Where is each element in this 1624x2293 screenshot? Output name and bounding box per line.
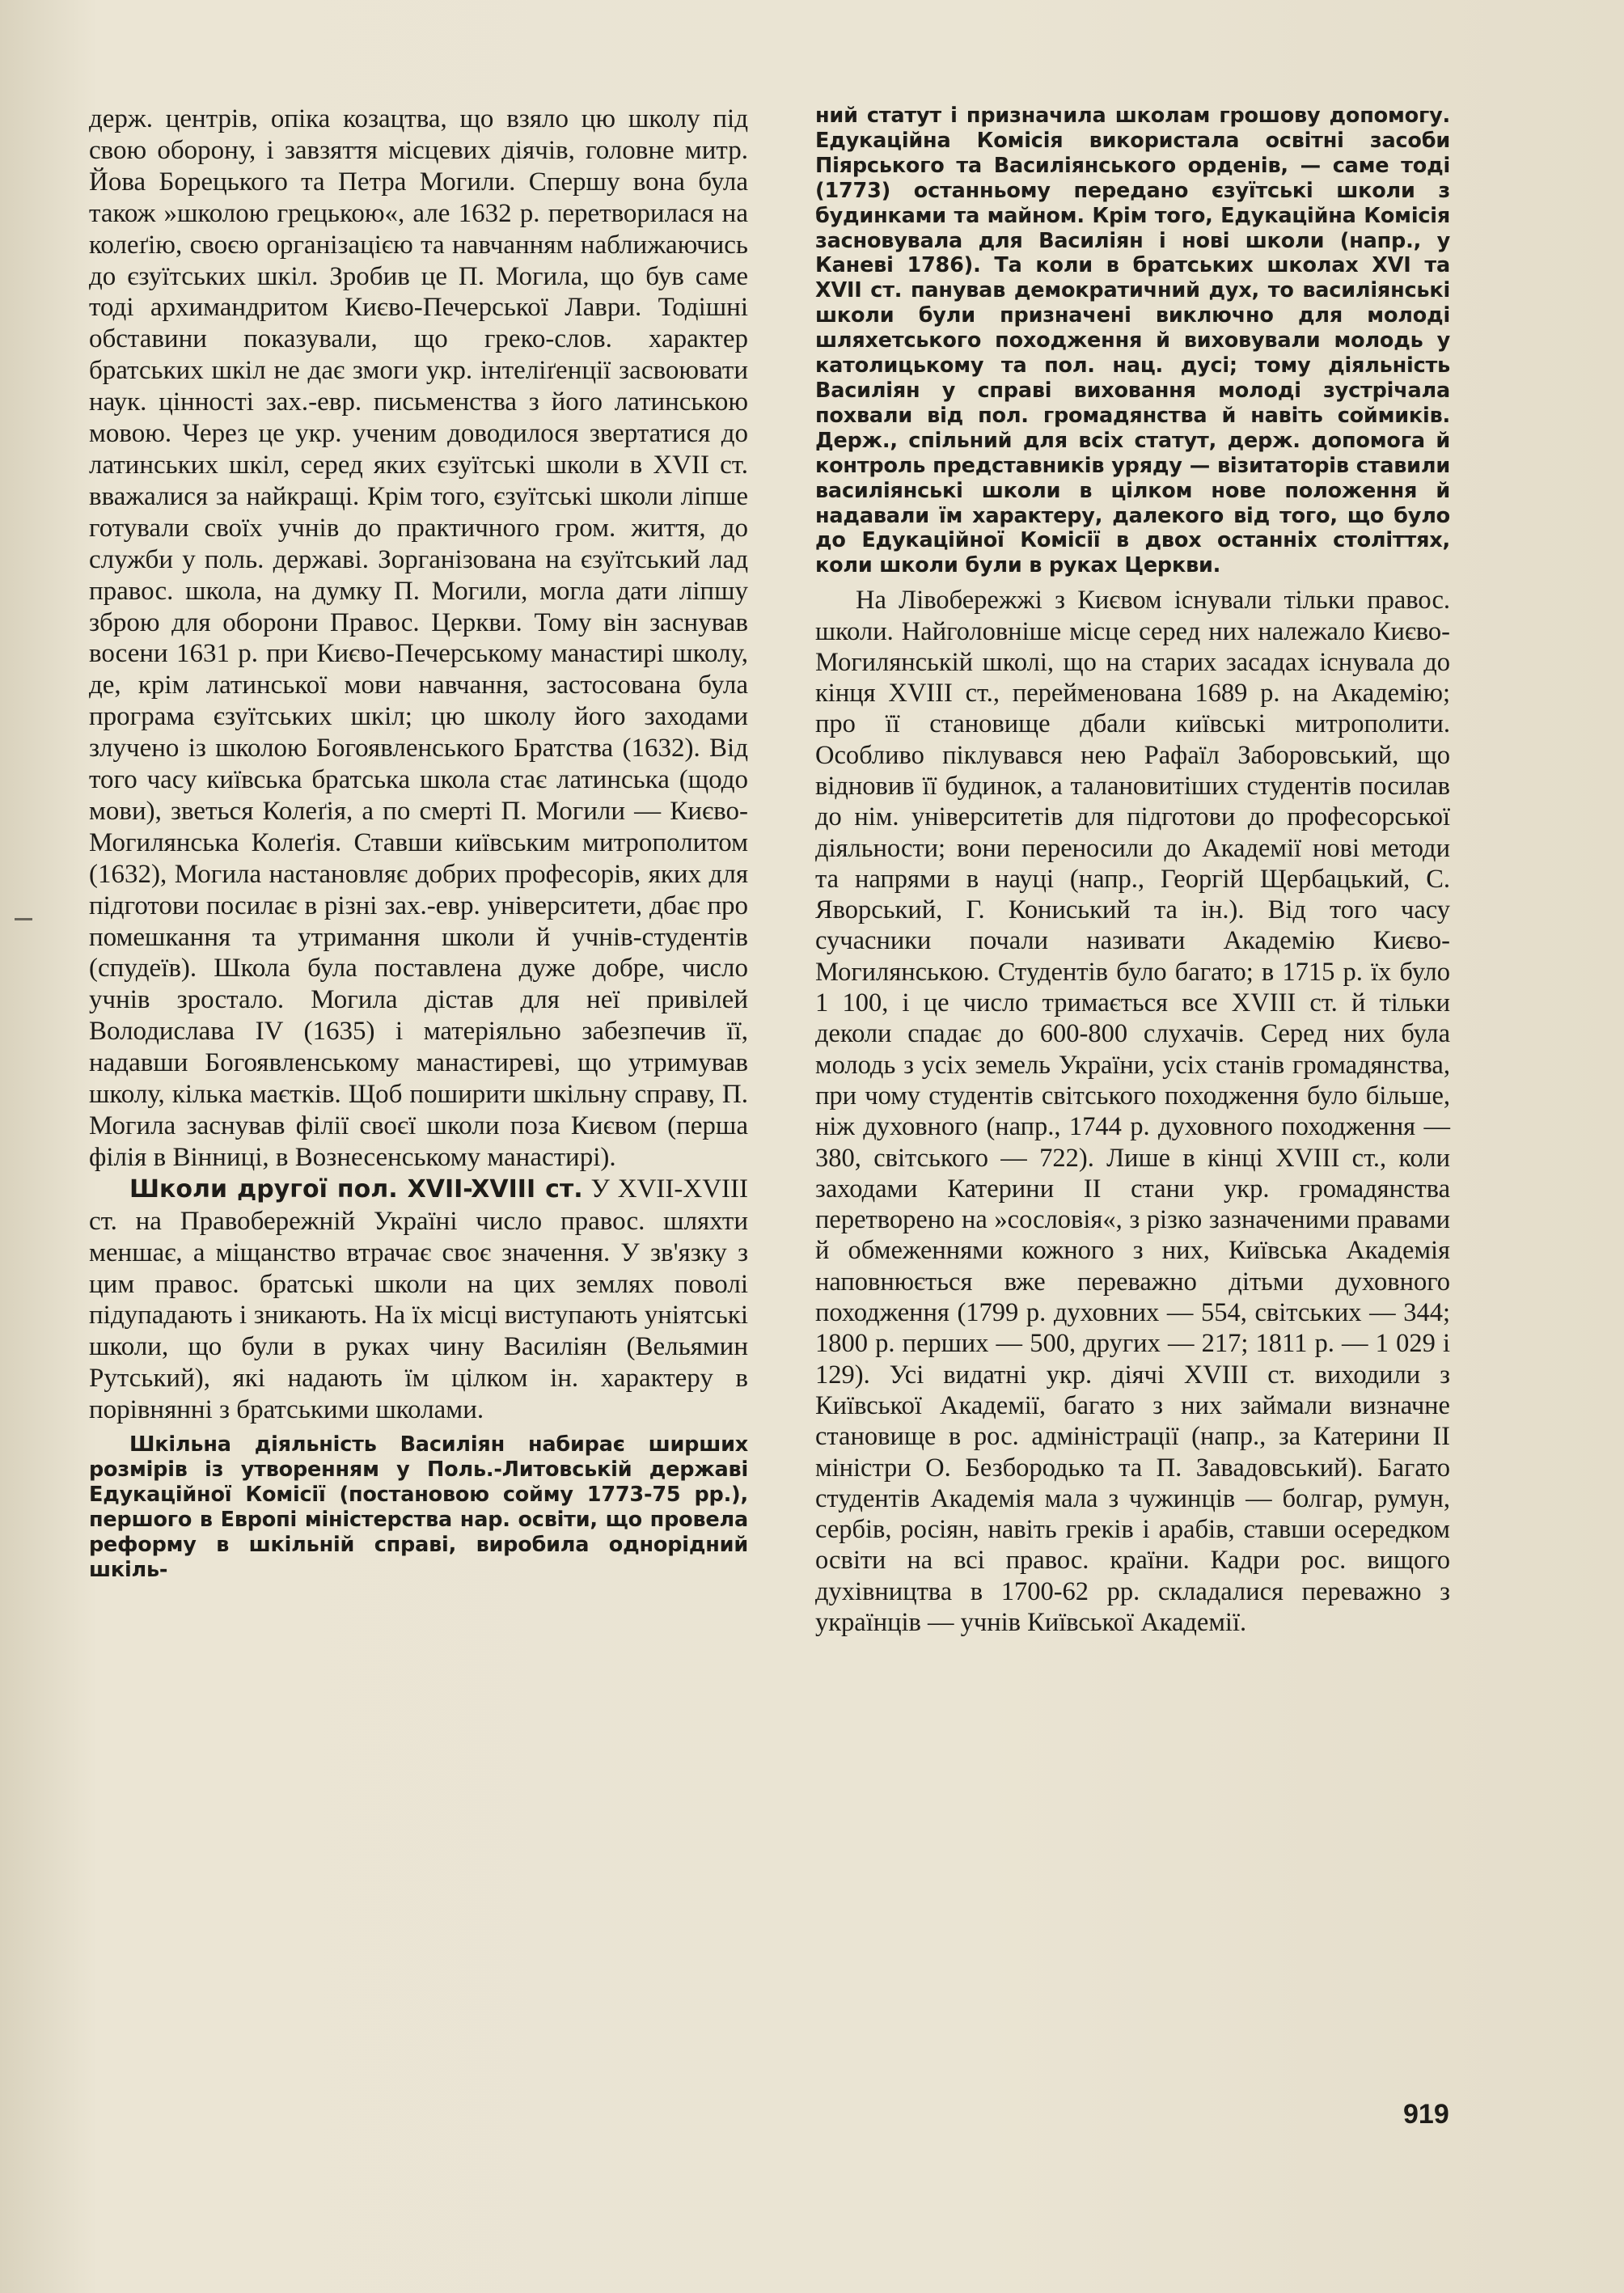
right-paragraph-2: На Лівобережжі з Києвом існували тільки правос. школи. Найголовніше місце серед них належало Києво-Могилянській школі, що на старих засадах існувала до кінця XVIII ст., перейменована 1689 р. на Академію; про її становище дбали київські митрополити. Особливо піклувався нею Рафаїл Заборовський, що відновив її будинок, а талановитіших студентів посилав до нім. університетів для підготови до професорської діяльности; вони переносили до Академії нові методи та напрями в науці (напр., Георгій Щербацький, С. Яворський, Г. Кониський та ін.). Від того часу сучасники почали називати Академію Києво-Могилянською. Студентів було багато; в 1715 р. їх було 1 100, і це число тримається все XVIII ст. й тільки деколи спадає до 600-800 слухачів. Серед них була молодь з усіх земель України, усіх станів громадянства, при чому студентів світського походження було більше, ніж духовного (напр., 1744 р. духовного походження — 380, світського — 722). Лише в кінці XVIII ст., коли заходами Катерини II стани укр. громадянства перетворено на »сословія«, з різко зазначеними правами й обмеженнями кожного з них, Київська Академія наповнюється вже переважно дітьми духовного походження (1799 р. духовних — 554, світських — 344; 1800 р. перших — 500, других — 217; 1811 р. — 1 029 і 129). Усі видатні укр. діячі XVIII ст. виходили з Київської Академії, багато з них займали визначне становище в рос. адміністрації (напр., за Катерини II міністри О. Безбородько та П. Завадовський). Багато студентів Академія мала з чужинців — болгар, румун, сербів, росіян, навіть греків і арабів, ставши осередком освіти на всі правос. країни. Кадри рос. вищого духівництва в 1700-62 рр. складалися переважно з українців — учнів Київської Академії. bbox=[815, 586, 1450, 1638]
section-heading: Школи другої пол. XVII-XVIII ст. bbox=[129, 1174, 583, 1204]
left-paragraph-2-text: У XVII-XVIII ст. на Правобережній Україні число правос. шляхти меншає, а міщанство втрачає своє значення. У зв'язку з цим правос. братські школи на цих землях поволі підупадають і зникають. На їх місці виступають уніятські школи, що були в руках чину Василіян (Вельямин Рутський), які надають їм цілком ін. характеру в порівнянні з братськими школами. bbox=[89, 1174, 748, 1425]
left-paragraph-3: Шкільна діяльність Василіян набирає ширших розмірів із утворенням у Поль.-Литовській державі Едукаційної Комісії (постановою сойму 1773-75 рр.), першого в Европі міністерства нар. освіти, що провела реформу в шкільній справі, виробила однорідний шкіль- bbox=[89, 1432, 748, 1582]
left-paragraph-2 bbox=[89, 1174, 748, 1426]
right-column bbox=[815, 104, 1450, 1638]
right-paragraph-1: ний статут і призначила школам грошову допомогу. Едукаційна Комісія використала освітні засоби Піярського та Василіянського орденів, — саме тоді (1773) останньому передано єзуїтські школи з будинками та майном. Крім того, Едукаційна Комісія засновувала для Василіян і нові школи (напр., у Каневі 1786). Та коли в братських школах XVI та XVII ст. панував демократичний дух, то василіянські школи були призначені виключно для молоді шляхетського походження й виховували молодь у католицькому та пол. нац. дусі; тому діяльність Василіян у справі виховання молоді зустрічала похвали від пол. громадянства й навіть соймиків. Держ., спільний для всіх статут, держ. допомога й контроль представників уряду — візитаторів ставили василіянські школи в цілком нове положення й надавали їм характеру, далекого від того, що було до Едукаційної Комісії в двох останніх століттях, коли школи були в руках Церкви. bbox=[815, 104, 1450, 578]
left-paragraph-1: держ. центрів, опіка козацтва, що взяло цю школу під свою оборону, і завзяття місцевих діячів, головне митр. Йова Борецького та Петра Могили. Спершу вона була також »школою грецькою«, але 1632 р. перетворилася на колеґію, своєю організацією та навчанням наближаючись до єзуїтських шкіл. Зробив це П. Могила, що був саме тоді архимандритом Києво-Печерської Лаври. Тодішні обставини показували, що греко-слов. характер братських шкіл не дає змоги укр. інтеліґенції засвоювати наук. цінності зах.-евр. письменства з його латинською мовою. Через це укр. ученим доводилося звертатися до латинських шкіл, серед яких єзуїтські школи в XVII ст. вважалися за найкращі. Крім того, єзуїтські школи ліпше готували своїх учнів до практичного гром. життя, до служби у поль. державі. Зорганізована на єзуїтський лад правос. школа, на думку П. Могили, могла дати ліпшу зброю для оборони Правос. Церкви. Тому він заснував восени 1631 р. при Києво-Печерському манастирі школу, де, крім латинської мови навчання, застосована була програма єзуїтських шкіл; цю школу його заходами злучено із школою Богоявленського Братства (1632). Від того часу київська братська школа стає латинська (щодо мови), зветься Колеґія, а по смерті П. Могили — Києво-Могилянська Колеґія. Ставши київським митрополитом (1632), Могила настановляє добрих професорів, яких для підготови посилає в різні зах.-евр. університети, дбає про помешкання та утримання школи й учнів-студентів (спудеїв). Школа була поставлена дуже добре, число учнів зростало. Могила дістав для неї привілей Володислава IV (1635) і матеріяльно забезпечив її, надавши Богоявленському манастиреві, що утримував школу, кілька маєтків. Щоб поширити шкільну справу, П. Могила заснував філії своєї школи поза Києвом (перша філія в Вінниці, в Вознесенському манастирі). bbox=[89, 104, 748, 1172]
left-column bbox=[89, 104, 748, 1583]
page-number: 919 bbox=[1403, 2099, 1449, 2130]
margin-mark bbox=[15, 918, 32, 920]
